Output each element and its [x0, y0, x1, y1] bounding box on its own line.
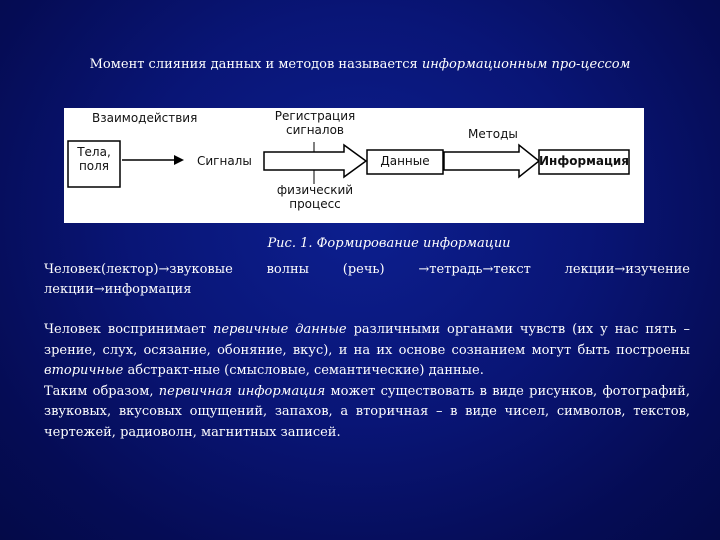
registration-label [270, 109, 360, 137]
figure-caption: Рис. 1. Формирование информации [267, 236, 511, 251]
arrow-data-to-information [444, 145, 539, 177]
chain-item: волны [266, 262, 309, 277]
information-formation-diagram [64, 108, 644, 223]
p1-text-3: абстракт-ные (смысловые, семантические) данные. [123, 363, 484, 378]
arrow-signals-to-data [264, 145, 366, 177]
p1-italic-1: первичные данные [213, 322, 347, 337]
p1-italic-2: вторичные [44, 363, 124, 378]
title-main: Момент слияния данных и методов называется [89, 57, 422, 72]
slide-title [0, 57, 720, 72]
p1-text-1: Человек воспринимает [44, 322, 214, 337]
data-label: Данные [380, 154, 430, 168]
chain-item: Человек(лектор)→звуковые [44, 262, 233, 277]
paragraph-primary-information [44, 382, 690, 444]
bodies-label [68, 145, 120, 173]
bodies-label-line1: Тела, [77, 145, 111, 159]
physical-label-line2: процесс [289, 197, 341, 211]
paragraph-primary-data [44, 320, 690, 382]
chain-row-1 [44, 260, 690, 280]
chain-row-2: лекции→информация [44, 282, 192, 297]
example-chain [44, 260, 690, 300]
p2-text-2: может существовать в виде рисунков, фотографий, звуковых, вкусовых ощущений, запахов, а вторичная – в виде чисел, символов, текстов, чертежей, радиоволн, магнитных записей. [44, 383, 690, 440]
bodies-label-line2: поля [78, 159, 110, 173]
chain-item: (речь) [342, 262, 385, 277]
physical-label-line1: физический [276, 183, 354, 197]
methods-label: Методы [468, 127, 518, 141]
p1-text-2: различными органами чувств (их у нас пять – зрение, слух, осязание, обоняние, вкус), и на их основе сознанием могут быть построены [44, 322, 690, 358]
chain-item: лекции→изучение [564, 262, 690, 277]
interaction-label: Взаимодействия [92, 111, 198, 125]
signals-label: Сигналы [197, 154, 252, 168]
title-italic-term: информационным про-цессом [421, 57, 631, 72]
registration-label-line1: Регистрация [274, 109, 356, 123]
information-label: Информация [539, 154, 629, 168]
registration-label-line2: сигналов [286, 123, 344, 137]
chain-item: →тетрадь→текст [418, 262, 531, 277]
p2-text-1: Таким образом, [44, 383, 159, 399]
p2-italic-1: первичная информация [158, 383, 326, 399]
physical-process-label [270, 183, 360, 211]
body-text [44, 320, 690, 443]
